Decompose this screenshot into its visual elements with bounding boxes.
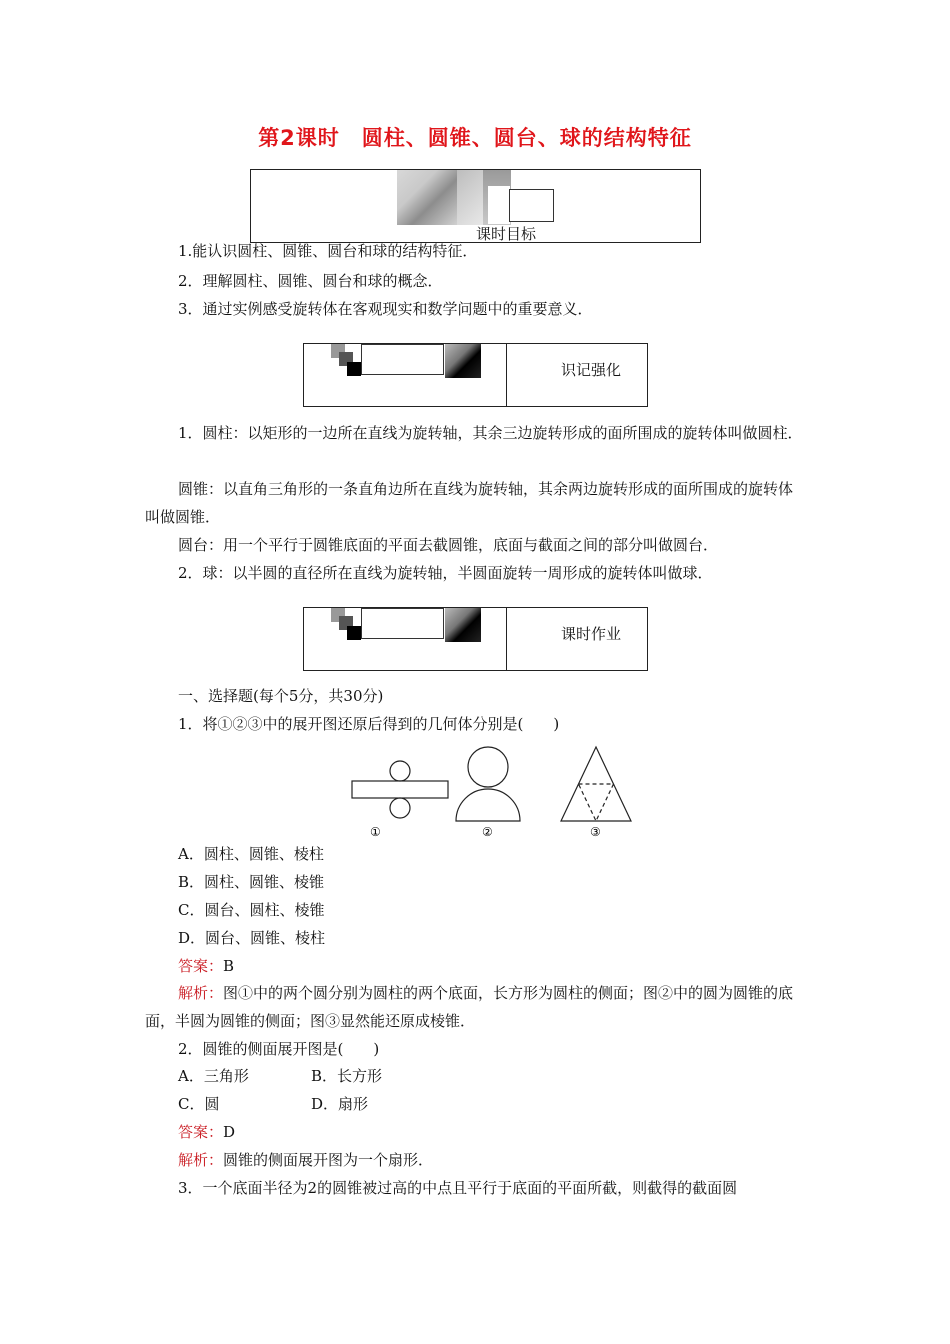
header-decoration: [457, 170, 483, 225]
q1-option-c: C．圆台、圆柱、棱锥: [178, 901, 325, 919]
net-cylinder: [352, 761, 448, 818]
q3-stem: 3．一个底面半径为2的圆锥被过高的中点且平行于底面的平面所截，则截得的截面圆: [178, 1179, 738, 1197]
goal-1: 1.能认识圆柱、圆锥、圆台和球的结构特征．: [178, 242, 478, 260]
answer-label: 答案：: [178, 1123, 224, 1141]
header-divider: [506, 608, 507, 670]
memory-header: 识记强化: [561, 361, 622, 379]
q1-analysis: [145, 979, 807, 1035]
q2-analysis: [178, 1150, 433, 1170]
homework-header: 课时作业: [561, 625, 622, 643]
memory-sphere: 2．球：以半圆的直径所在直线为旋转轴，半圆面旋转一周形成的旋转体叫做球．: [178, 564, 713, 582]
answer-label: 答案：: [178, 957, 224, 975]
header-decoration: [445, 344, 481, 378]
memory-cone: 圆锥：以直角三角形的一条直角边所在直线为旋转轴，其余两边旋转形成的面所围成的旋转体叫做圆锥．: [145, 480, 794, 526]
memory-cylinder: 1．圆柱：以矩形的一边所在直线为旋转轴，其余三边旋转形成的面所围成的旋转体叫做圆柱．: [178, 424, 803, 442]
q1-stem: 1．将①②③中的展开图还原后得到的几何体分别是( ): [178, 715, 560, 733]
q1-answer: [178, 956, 234, 976]
fig-label-3: ③: [590, 825, 601, 839]
answer-value: B: [223, 957, 235, 975]
analysis-label: 解析：: [178, 984, 224, 1002]
net-pyramid: [561, 747, 631, 821]
homework-header-box: [303, 607, 648, 671]
q1-figure: [340, 745, 640, 845]
q2-option-b: B．长方形: [311, 1067, 383, 1085]
q1-option-b: B．圆柱、圆锥、棱锥: [178, 873, 325, 891]
header-decoration: [361, 608, 444, 639]
memory-frustum: 圆台：用一个平行于圆锥底面的平面去截圆锥，底面与截面之间的部分叫做圆台．: [178, 536, 719, 554]
header-decoration: [397, 170, 457, 225]
header-decoration: [509, 189, 554, 222]
header-divider: [506, 344, 507, 406]
memory-header-box: [303, 343, 648, 407]
q2-option-c: C．圆: [178, 1095, 220, 1113]
net-cone: [456, 747, 520, 821]
q1-option-a: A．圆柱、圆锥、棱柱: [178, 845, 324, 863]
header-decoration: [361, 344, 444, 375]
analysis-label: 解析：: [178, 1151, 224, 1169]
fig-label-2: ②: [482, 825, 493, 839]
analysis-text: 圆锥的侧面展开图为一个扇形．: [223, 1151, 434, 1169]
q2-answer: [178, 1122, 235, 1142]
answer-value: D: [223, 1123, 236, 1141]
header-decoration: [347, 362, 361, 376]
goal-2: 2．理解圆柱、圆锥、圆台和球的概念．: [178, 272, 443, 290]
page-title: 第2课时 圆柱、圆锥、圆台、球的结构特征: [258, 126, 692, 150]
section-heading: 一、选择题(每个5分，共30分): [178, 687, 384, 705]
header-decoration: [445, 608, 481, 642]
q2-option-d: D．扇形: [311, 1095, 369, 1113]
q2-stem: 2．圆锥的侧面展开图是( ): [178, 1040, 380, 1058]
goals-header: 课时目标: [476, 225, 537, 243]
fig-label-1: ①: [370, 825, 381, 839]
q1-option-d: D．圆台、圆锥、棱柱: [178, 929, 326, 947]
q2-option-a: A．三角形: [178, 1067, 249, 1085]
header-decoration: [488, 186, 510, 224]
header-decoration: [347, 626, 361, 640]
goals-header-box: [250, 169, 701, 243]
goal-3: 3．通过实例感受旋转体在客观现实和数学问题中的重要意义．: [178, 300, 593, 318]
analysis-text: 图①中的两个圆分别为圆柱的两个底面，长方形为圆柱的侧面；图②中的圆为圆锥的底面，半圆为圆锥的侧面；图③显然能还原成棱锥．: [145, 984, 794, 1030]
